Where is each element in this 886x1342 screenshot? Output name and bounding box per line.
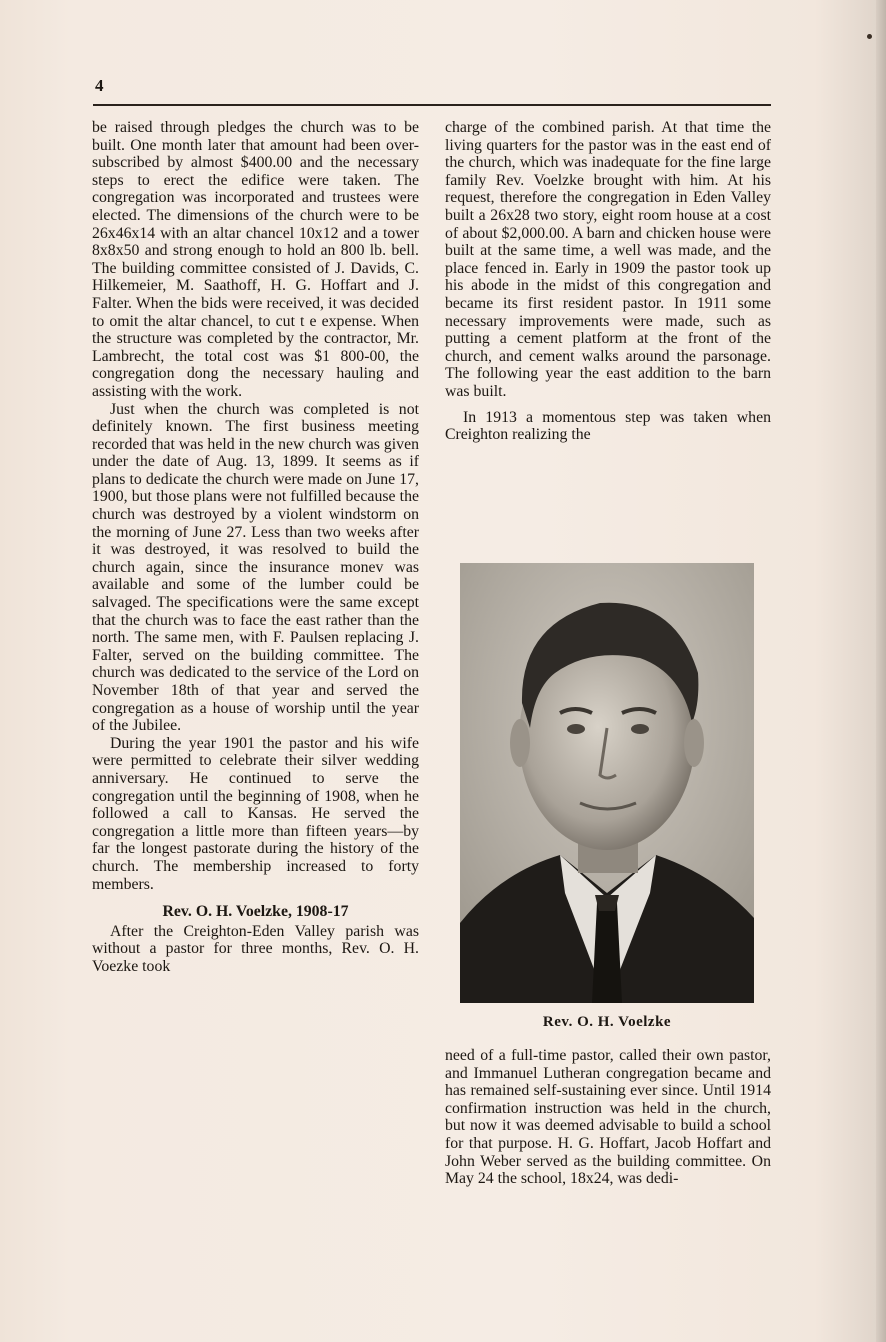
left-column [92, 119, 419, 976]
paragraph: Just when the church was completed is not definitely known. The first business meeting recorded that was held in the new church was given under the date of Aug. 13, 1899. It seems as if plans to dedicate the church were made on June 17, 1900, but those plans were not fulfilled because the church was destroyed by a violent windstorm on the morning of June 27. Less than two weeks after it was destroyed, it was resolved to build the church again, since the insurance monev was available and some of the lumber could be salvaged. The specifications were the same except that the church was to face the east rather than the north. The same men, with F. Paulsen replacing J. Falter, served on the building committee. The church was dedicated to the service of the Lord on November 18th of that year and served the congregation as a house of worship until the year of the Jubilee. [92, 400, 419, 735]
paragraph: charge of the combined parish. At that time the living quarters for the pastor was in the east end of the church, which was inadequate for the fine large family Rev. Voelzke brought with him. At his request, therefore the congregation in Eden Valley built a 26x28 two story, eight room house at a cost of about $2,000.00. A barn and chicken house were built at the same time, a well was made, and the place fenced in. Early in 1909 the pastor took up his abode in the midst of this congregation and became its first resident pastor. In 1911 some necessary improvements were made, such as putting a cement platform at the front of the church, and cement walks around the parsonage. The following year the east addition to the barn was built. [445, 119, 771, 400]
section-heading: Rev. O. H. Voelzke, 1908-17 [162, 903, 349, 921]
paragraph: After the Creighton-Eden Valley parish was without a pastor for three months, Rev. O. H. Voezke took [92, 922, 419, 975]
portrait-illustration [460, 563, 754, 1003]
paragraph: In 1913 a momentous step was taken when Creighton realizing the [445, 408, 771, 444]
right-column-top [445, 119, 771, 444]
header-rule [93, 104, 771, 106]
page-edge-shadow [876, 0, 886, 1342]
right-column-bottom [445, 1047, 771, 1188]
photo-caption: Rev. O. H. Voelzke [542, 1014, 672, 1030]
paragraph: During the year 1901 the pastor and his wife were permitted to celebrate their silver wedding anniversary. He continued to serve the congregation until the beginning of 1908, when he followed a call to Kansas. He served the congregation a little more than fifteen years—by far the longest pastorate during the history of the church. The membership increased to forty members. [92, 734, 419, 893]
page-number: 4 [95, 76, 104, 95]
paragraph: need of a full-time pastor, called their own pastor, and Immanuel Lutheran congregation became and has remained self-sustaining ever since. Until 1914 confirmation instruction was held in the church, but now it was deemed advisable to build a school for that purpose. H. G. Hoffart, Jacob Hoffart and John Weber served as the building committee. On May 24 the school, 18x24, was dedi- [445, 1047, 771, 1188]
portrait-photo [460, 563, 754, 1003]
paragraph: be raised through pledges the church was to be built. One month later that amount had been over-subscribed by almost $400.00 and the necessary steps to erect the edifice were taken. The congregation was incorporated and trustees were elected. The dimensions of the church were to be 26x46x14 with an altar chancel 10x12 and a tower 8x8x50 and strong enough to hold an 800 lb. bell. The building committee consisted of J. Davids, C. Hilkemeier, M. Saathoff, H. G. Hoffart and J. Falter. When the bids were received, it was decided to omit the altar chancel, to cut t e expense. When the structure was completed by the contractor, Mr. Lambrecht, the total cost was $1 800-00, the congregation dong the necessary hauling and assisting with the work. [92, 119, 419, 400]
ink-speck [867, 34, 872, 39]
